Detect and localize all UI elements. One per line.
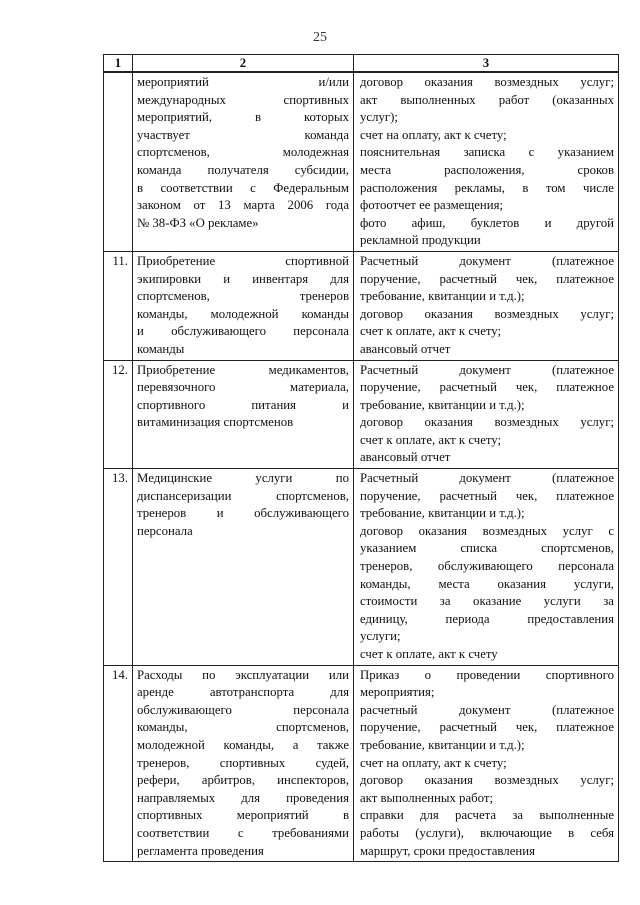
description-line: Медицинские услуги по [137,471,349,486]
document-line: пояснительная записка с указанием [360,145,614,160]
description-line: команды [137,341,185,356]
description-line: регламента проведения [137,843,264,858]
document-line: указанием списка спортсменов, [360,541,614,556]
description-line: диспансеризации спортсменов, [137,488,349,503]
document-line: Приказ о проведении спортивного [360,667,614,682]
description-line: в соответствии с Федеральным [137,180,349,195]
row-number: 12. [104,360,133,469]
description-line: соответствии с требованиями [137,825,349,840]
description-line: рефери, арбитров, инспекторов, [137,773,349,788]
expense-description [133,469,354,666]
document-line: фото афиш, буклетов и другой [360,215,614,230]
document-line: договор оказания возмездных услуг с [360,523,614,538]
description-line: Расходы по эксплуатации или [137,667,349,682]
document-line: Расчетный документ (платежное [360,362,614,377]
document-line: услуги; [360,629,401,644]
document-line: услуг); [360,110,398,125]
table-row [104,360,619,469]
expense-description [133,665,354,862]
document-line: требование, квитанции и т.д.); [360,506,525,521]
document-line: счет к оплате, акт к счету [360,647,498,661]
description-line: спортсменов, молодежная [137,145,349,160]
description-line: международных спортивных [137,92,349,107]
description-line: тренеров, спортивных судей, [137,755,349,770]
column-header-number: 1 [104,55,133,73]
description-line: и обслуживающего персонала [137,324,349,339]
requirements-table [103,54,619,862]
document-line: счет на оплату, акт к счету; [360,755,507,770]
document-line: поручение, расчетный чек, платежное [360,271,614,286]
document-line: рекламной продукции [360,233,481,248]
description-line: Приобретение спортивной [137,253,349,268]
document-line: требование, квитанции и т.д.); [360,289,525,304]
supporting-documents [354,251,619,360]
document-line: стоимости за оказание услуги за [360,594,614,609]
supporting-documents [354,360,619,469]
column-header-expense: 2 [133,55,354,73]
document-line: авансовый отчет [360,450,451,465]
supporting-documents [354,72,619,251]
description-line: молодежной команды, а также [137,737,349,752]
table-row [104,251,619,360]
description-line: мероприятий и/или [137,75,349,89]
description-line: перевязочного материала, [137,380,349,395]
document-line: справки для расчета за выполненные [360,808,614,823]
column-header-documents: 3 [354,55,619,73]
page-number: 25 [313,30,327,45]
table-header-row [104,55,619,73]
expense-description [133,72,354,251]
description-line: спортивных мероприятий в [137,808,349,823]
description-line: направляемых для проведения [137,790,349,805]
table-row [104,469,619,666]
document-line: акт выполненных работ; [360,790,494,805]
description-line: витаминизация спортсменов [137,415,294,430]
document-line: мероприятия; [360,685,435,700]
description-line: персонала [137,523,193,538]
document-line: договор оказания возмездных услуг; [360,415,614,430]
description-line: № 38-ФЗ «О рекламе» [137,215,259,230]
description-line: мероприятий, в которых [137,110,349,125]
document-line: маршрут, сроки предоставления [360,843,535,858]
document-line: акт выполненных работ (оказанных [360,92,614,107]
document-line: расчетный документ (платежное [360,702,614,717]
document-line: тренеров, обслуживающего персонала [360,559,614,574]
description-line: спортивного питания и [137,397,349,412]
document-line: поручение, расчетный чек, платежное [360,488,614,503]
document-line: расположения рекламы, в том числе [360,180,614,195]
description-line: участвует команда [137,127,349,142]
description-line: Приобретение медикаментов, [137,362,349,377]
description-line: команды, молодежной команды [137,306,349,321]
document-line: места расположения, сроков [360,162,614,177]
row-number: 14. [104,665,133,862]
supporting-documents [354,665,619,862]
supporting-documents [354,469,619,666]
description-line: команды, спортсменов, [137,720,349,735]
description-line: обслуживающего персонала [137,702,349,717]
document-line: счет на оплату, акт к счету; [360,127,507,142]
document-line: требование, квитанции и т.д.); [360,737,525,752]
row-number [104,72,133,251]
document-line: договор оказания возмездных услуг; [360,75,614,89]
description-line: экипировки и инвентаря для [137,271,349,286]
document-line: команды, места оказания услуги, [360,576,614,591]
document-line: поручение, расчетный чек, платежное [360,380,614,395]
document-line: договор оказания возмездных услуг; [360,773,614,788]
document-line: Расчетный документ (платежное [360,253,614,268]
description-line: законом от 13 марта 2006 года [137,198,349,213]
description-line: команда получателя субсидии, [137,162,349,177]
document-line: договор оказания возмездных услуг; [360,306,614,321]
description-line: аренде автотранспорта для [137,685,349,700]
document-line: единицу, периода предоставления [360,611,614,626]
document-line: Расчетный документ (платежное [360,471,614,486]
row-number: 13. [104,469,133,666]
document-line: работы (услуги), включающие в себя [360,825,614,840]
document-line: фотоотчет ее размещения; [360,198,504,213]
description-line: спортсменов, тренеров [137,289,349,304]
table-row [104,665,619,862]
expense-description [133,360,354,469]
table-row [104,72,619,251]
document-line: авансовый отчет [360,341,451,356]
row-number: 11. [104,251,133,360]
document-line: счет к оплате, акт к счету; [360,324,502,339]
document-line: поручение, расчетный чек, платежное [360,720,614,735]
expense-description [133,251,354,360]
description-line: тренеров и обслуживающего [137,506,349,521]
document-line: счет к оплате, акт к счету; [360,432,502,447]
document-line: требование, квитанции и т.д.); [360,397,525,412]
